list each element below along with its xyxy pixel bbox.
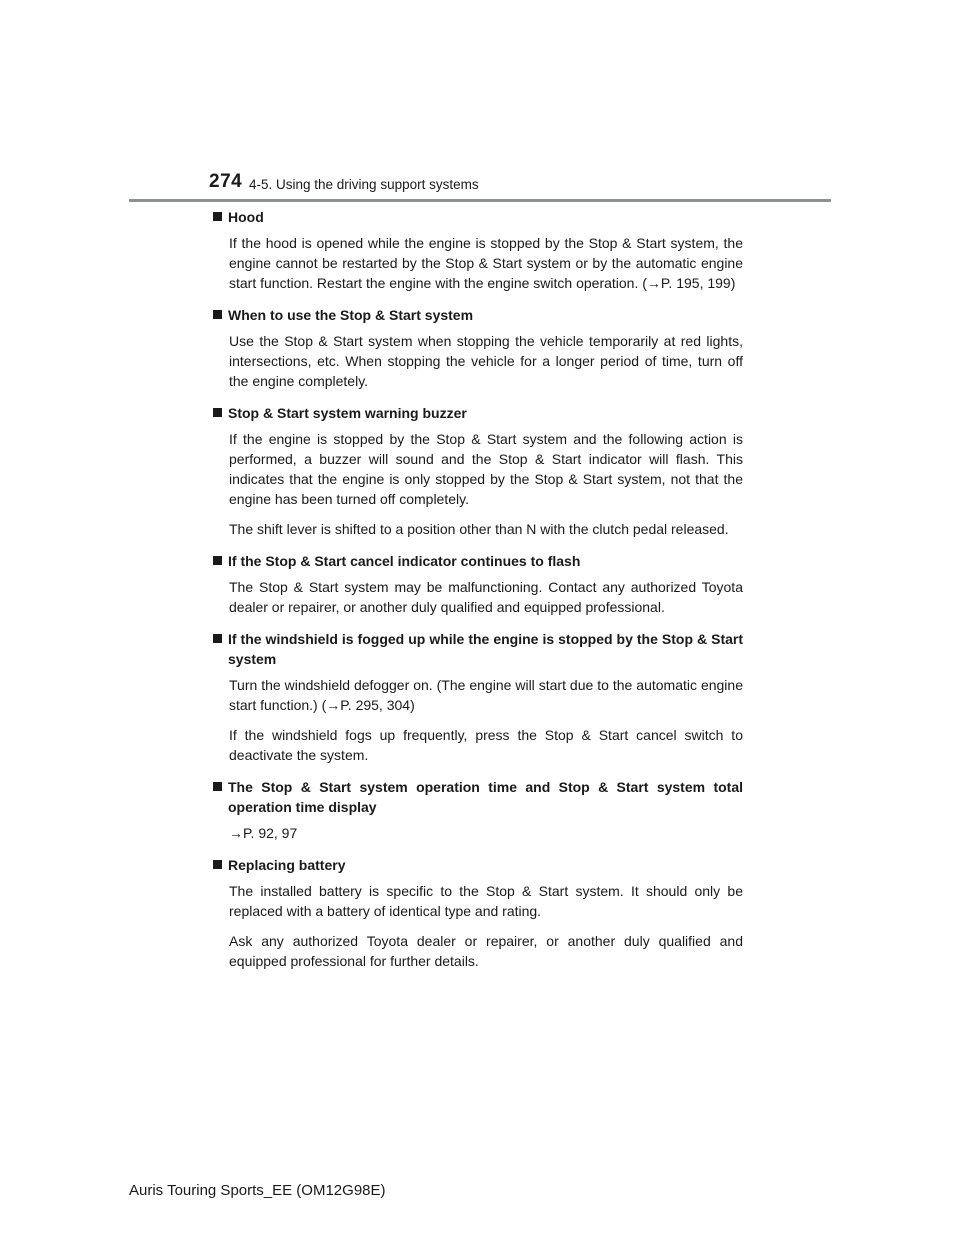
item-windshield-fogged: [213, 629, 743, 765]
item-hood: [213, 207, 743, 293]
item-paragraph: If the engine is stopped by the Stop & Start system and the following action is performed, a buzzer will sound and the Stop & Start indicator will flash. This indicates that the engine is only stopped by the Stop & Start system, not that the engine has been turned off completely.: [229, 431, 743, 507]
item-heading-text: Hood: [228, 209, 264, 225]
item-heading-text: If the windshield is fogged up while the engine is stopped by the Stop & Start system: [228, 631, 743, 667]
item-heading: [213, 777, 743, 817]
item-paragraph: Use the Stop & Start system when stopping the vehicle temporarily at red lights, intersections, etc. When stopping the vehicle for a longer period of time, turn off the engine completely.: [229, 333, 743, 389]
page-header: [0, 0, 960, 210]
item-heading-text: If the Stop & Start cancel indicator continues to flash: [228, 553, 581, 569]
square-bullet-icon: [213, 860, 222, 869]
item-paragraph: If the windshield fogs up frequently, press the Stop & Start cancel switch to deactivate the system.: [229, 727, 743, 763]
square-bullet-icon: [213, 782, 222, 791]
item-heading-text: Replacing battery: [228, 857, 346, 873]
item-paragraph: →P. 92, 97: [229, 825, 298, 841]
item-paragraph: The shift lever is shifted to a position other than N with the clutch pedal released.: [229, 521, 729, 537]
square-bullet-icon: [213, 310, 222, 319]
square-bullet-icon: [213, 556, 222, 565]
item-heading-text: The Stop & Start system operation time and Stop & Start system total operation time display: [228, 779, 743, 815]
item-operation-time: [213, 777, 743, 843]
item-paragraph: If the hood is opened while the engine is stopped by the Stop & Start system, the engine cannot be restarted by the Stop & Start system or by the automatic engine start function. Restart the engine with the engine switch operation. (→P. 195, 199): [229, 235, 743, 291]
square-bullet-icon: [213, 212, 222, 221]
item-heading: [213, 305, 743, 325]
page-footer: Auris Touring Sports_EE (OM12G98E): [129, 1182, 386, 1199]
page-content: [213, 207, 743, 971]
item-paragraph: Ask any authorized Toyota dealer or repairer, or another duly qualified and equipped professional for further details.: [229, 933, 743, 969]
item-paragraph: The installed battery is specific to the Stop & Start system. It should only be replaced with a battery of identical type and rating.: [229, 883, 743, 919]
item-heading: [213, 551, 743, 571]
header-divider: [129, 199, 831, 202]
item-heading: [213, 207, 743, 227]
item-when-to-use: [213, 305, 743, 391]
item-paragraph: The Stop & Start system may be malfunctioning. Contact any authorized Toyota dealer or repairer, or another duly qualified and equipped professional.: [229, 579, 743, 615]
page-number: 274: [209, 171, 243, 192]
square-bullet-icon: [213, 634, 222, 643]
item-heading-text: Stop & Start system warning buzzer: [228, 405, 467, 421]
item-warning-buzzer: [213, 403, 743, 539]
item-heading: [213, 855, 743, 875]
item-cancel-indicator: [213, 551, 743, 617]
item-paragraph: Turn the windshield defogger on. (The engine will start due to the automatic engine start function.) (→P. 295, 304): [229, 677, 743, 713]
square-bullet-icon: [213, 408, 222, 417]
item-replacing-battery: [213, 855, 743, 971]
item-heading: [213, 403, 743, 423]
item-heading-text: When to use the Stop & Start system: [228, 307, 474, 323]
section-title: 4-5. Using the driving support systems: [249, 177, 479, 192]
item-heading: [213, 629, 743, 669]
